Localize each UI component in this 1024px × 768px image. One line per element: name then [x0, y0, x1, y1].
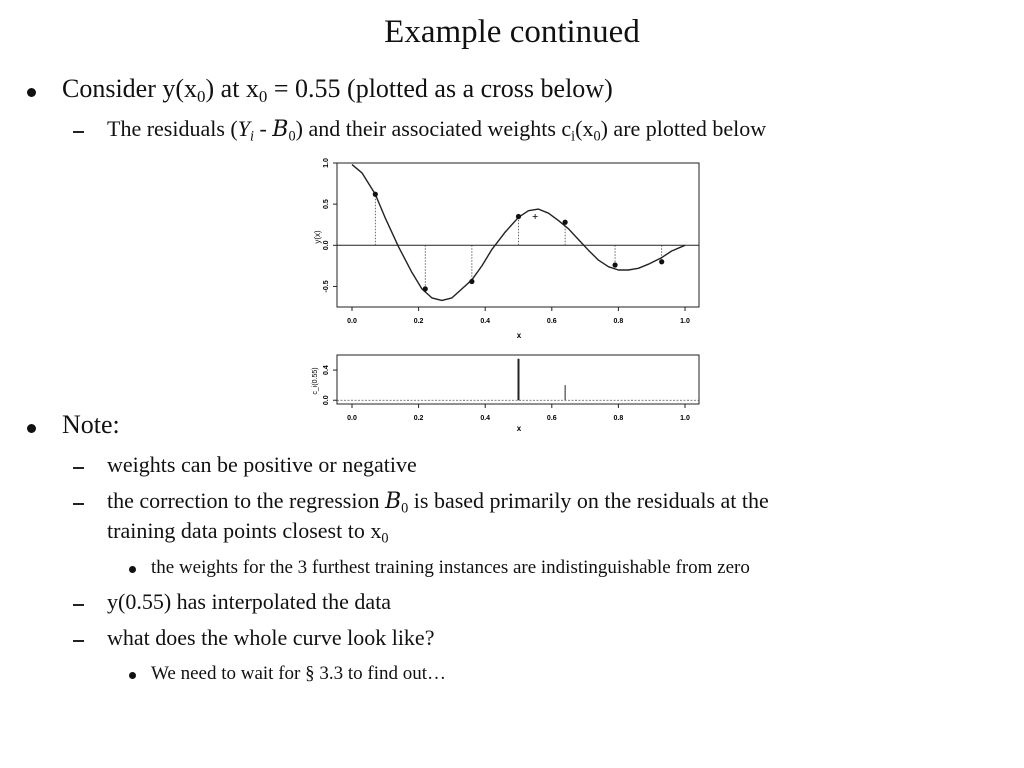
- bullet-dot: [129, 566, 136, 573]
- bullet-dot: [129, 672, 136, 679]
- x-axis-label: x: [516, 424, 522, 433]
- text: B: [272, 117, 289, 142]
- y-axis-label: c_i(0.55): [312, 367, 319, 395]
- training-point: [563, 220, 568, 225]
- figure-regression-plots: [300, 155, 720, 440]
- bullet-dot: [27, 88, 36, 97]
- slide-title: Example continued: [384, 14, 640, 50]
- note-item-correction-line1: [107, 488, 769, 517]
- training-point: [469, 279, 474, 284]
- subscript: 0: [258, 87, 268, 107]
- y-axis-label: y(x): [313, 230, 322, 244]
- training-point: [516, 214, 521, 219]
- y-tick-label: 1.0: [323, 158, 330, 168]
- text: -: [253, 116, 273, 141]
- note-item-whole-curve: what does the whole curve look like?: [107, 625, 435, 650]
- text: B: [384, 489, 402, 514]
- note-item-interpolated: y(0.55) has interpolated the data: [107, 589, 392, 614]
- x-tick-label: 0.6: [546, 318, 557, 325]
- dash-bullet: [73, 604, 84, 606]
- subscript: 0: [288, 128, 296, 145]
- text: Consider y(x: [62, 74, 198, 103]
- bullet-dot: [27, 424, 36, 433]
- x-tick-label: 0.0: [347, 415, 357, 422]
- text: training data points closest to x: [107, 518, 382, 543]
- subscript: 0: [593, 128, 601, 145]
- x-axis-label: x: [516, 331, 522, 340]
- y-tick-label: -0.5: [323, 280, 330, 293]
- text: ) at x: [205, 74, 259, 103]
- text: is based primarily on the residuals at the: [408, 488, 769, 513]
- note-subitem-furthest: the weights for the 3 furthest training instances are indistinguishable from zero: [151, 557, 750, 578]
- plot-weights: [312, 355, 699, 433]
- dash-bullet: [73, 467, 84, 469]
- text: The residuals (: [107, 116, 238, 141]
- plot-frame: [337, 163, 699, 307]
- x-tick-label: 0.0: [347, 318, 357, 325]
- y-tick-label: 0.0: [323, 395, 330, 406]
- training-point: [659, 259, 664, 264]
- x-tick-label: 1.0: [680, 318, 690, 325]
- subscript: i: [571, 128, 576, 145]
- y-tick-label: 0.5: [323, 199, 330, 210]
- note-subitem-wait: We need to wait for § 3.3 to find out…: [151, 663, 447, 684]
- note-item-correction-line2: [107, 518, 389, 547]
- x-tick-label: 0.2: [413, 415, 424, 422]
- x-tick-label: 1.0: [680, 415, 690, 422]
- bullet-consider: [62, 74, 613, 107]
- training-point: [423, 286, 428, 291]
- training-point: [612, 262, 617, 267]
- y-tick-label: 0.0: [323, 240, 330, 251]
- note-item-weights: weights can be positive or negative: [107, 452, 417, 477]
- x-tick-label: 0.8: [613, 415, 624, 422]
- text: Y: [237, 116, 250, 141]
- plot-yx: [313, 158, 699, 340]
- text: ) are plotted below: [600, 116, 767, 141]
- x-tick-label: 0.6: [546, 415, 557, 422]
- note-label: Note:: [62, 410, 120, 439]
- sub-bullet-residuals: [107, 116, 767, 145]
- subscript: 0: [197, 87, 206, 107]
- subscript: 0: [381, 530, 389, 547]
- x-tick-label: 0.2: [413, 318, 424, 325]
- text: = 0.55 (plotted as a cross below): [267, 74, 613, 103]
- dash-bullet: [73, 640, 84, 642]
- text: (x: [575, 116, 594, 141]
- training-point: [373, 192, 378, 197]
- y-tick-label: 0.4: [323, 365, 330, 375]
- x-tick-label: 0.4: [480, 318, 491, 325]
- x-tick-label: 0.4: [480, 415, 491, 422]
- text: the correction to the regression: [107, 488, 385, 513]
- query-cross: [533, 214, 538, 219]
- text: ) and their associated weights c: [295, 116, 572, 141]
- subscript: 0: [401, 500, 409, 517]
- dash-bullet: [73, 131, 84, 133]
- subscript: i: [249, 128, 254, 145]
- dash-bullet: [73, 503, 84, 505]
- x-tick-label: 0.8: [613, 318, 624, 325]
